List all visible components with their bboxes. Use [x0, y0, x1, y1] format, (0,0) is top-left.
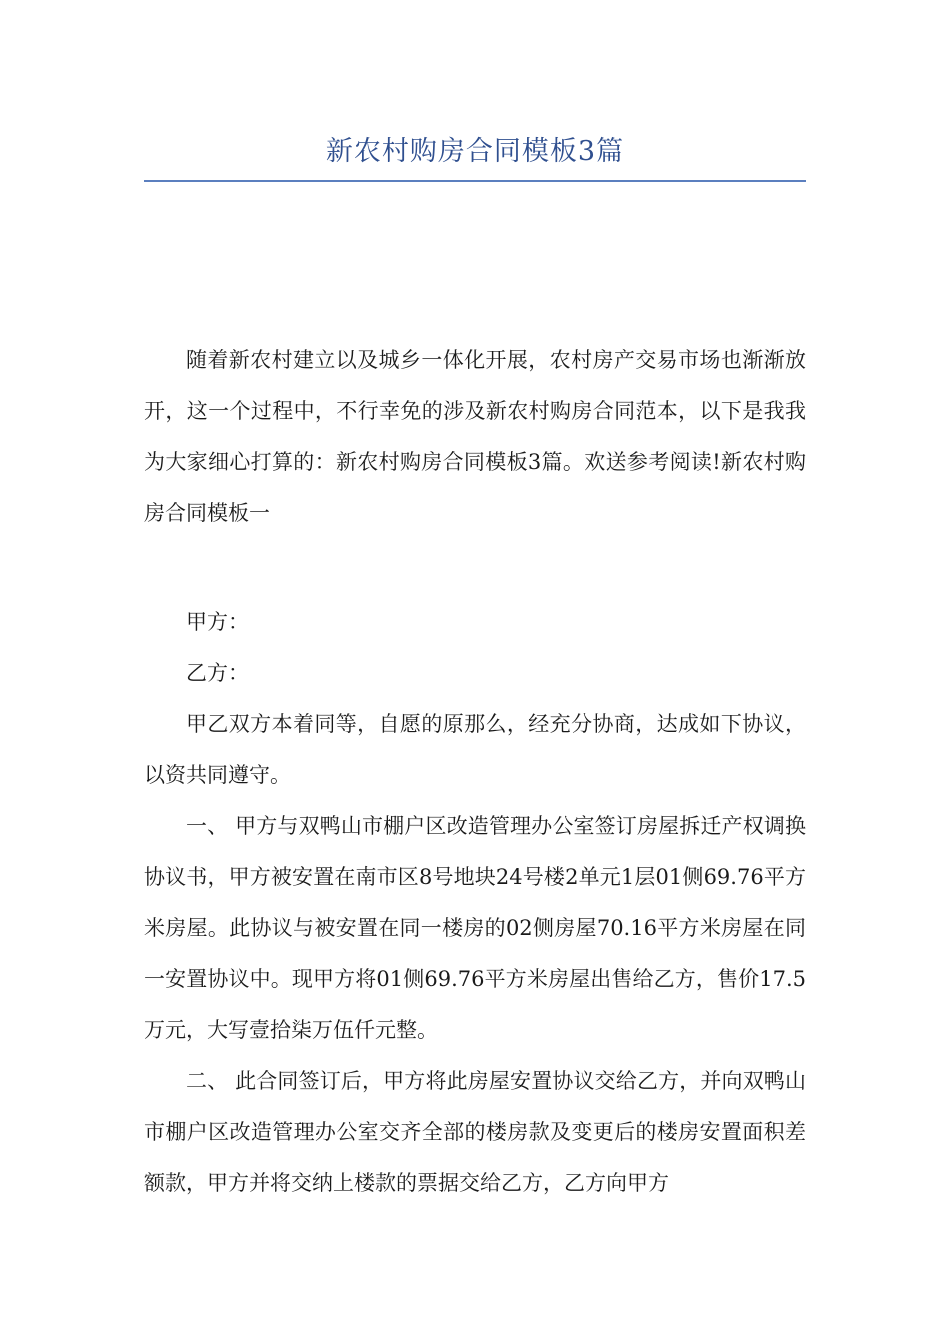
clause-1-paragraph: 一、 甲方与双鸭山市棚户区改造管理办公室签订房屋拆迁产权调换协议书，甲方被安置在南市区8号地块24号楼2单元1层01侧69.76平方米房屋。此协议与被安置在同一楼房的02侧房屋70.16平方米房屋在同一安置协议中。现甲方将01侧69.76平方米房屋出售给乙方，售价17.5万元，大写壹拾柒万伍仟元整。 [144, 814, 806, 1042]
intro-paragraph: 随着新农村建立以及城乡一体化开展，农村房产交易市场也渐渐放开，这一个过程中，不行幸免的涉及新农村购房合同范本，以下是我我为大家细心打算的：新农村购房合同模板3篇。欢送参考阅读!新农村购房合同模板一 [144, 348, 806, 525]
paragraph-gap [144, 539, 806, 597]
preamble-paragraph: 甲乙双方本着同等，自愿的原那么，经充分协商，达成如下协议，以资共同遵守。 [144, 712, 806, 787]
document-title: 新农村购房合同模板3篇 [325, 136, 625, 167]
party-b-line: 乙方： [186, 661, 249, 685]
document-body [144, 335, 806, 1209]
clause-2-paragraph: 二、 此合同签订后，甲方将此房屋安置协议交给乙方，并向双鸭山市棚户区改造管理办公室交齐全部的楼房款及变更后的楼房安置面积差额款，甲方并将交纳上楼款的票据交给乙方，乙方向甲方 [144, 1069, 806, 1195]
party-a-line: 甲方： [186, 610, 249, 634]
title-divider [144, 180, 806, 182]
